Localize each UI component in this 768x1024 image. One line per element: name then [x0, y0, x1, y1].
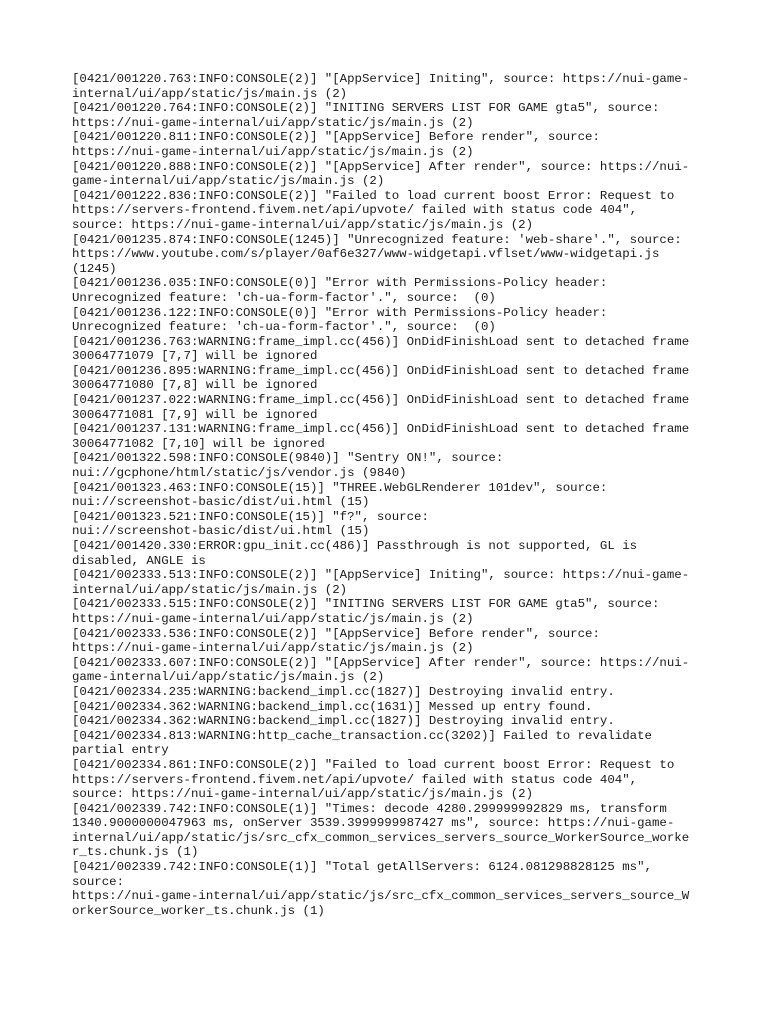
log-line: [0421/001236.895:WARNING:frame_impl.cc(456)] OnDidFinishLoad sent to detached frame [72, 363, 690, 378]
log-line: [0421/001220.764:INFO:CONSOLE(2)] "INITING SERVERS LIST FOR GAME gta5", source: [72, 101, 660, 116]
log-line: [0421/001220.763:INFO:CONSOLE(2)] "[AppService] Initing", source: https://nui-game- [72, 72, 690, 86]
log-line: [0421/002333.513:INFO:CONSOLE(2)] "[AppService] Initing", source: https://nui-game- [72, 568, 690, 583]
log-line: [0421/001235.874:INFO:CONSOLE(1245)] "Unrecognized feature: 'web-share'.", source: [72, 232, 682, 247]
log-line: https://nui-game-internal/ui/app/static/js/main.js (2) [72, 641, 474, 656]
log-line: https://www.youtube.com/s/player/0af6e327/www-widgetapi.vflset/www-widgetapi.js [72, 247, 660, 262]
log-line: [0421/002339.742:INFO:CONSOLE(1)] "Times: decode 4280.299999992829 ms, transform [72, 801, 667, 816]
log-line: [0421/002334.813:WARNING:http_cache_transaction.cc(3202)] Failed to revalidate [72, 728, 652, 743]
log-body [72, 72, 700, 918]
log-line: 30064771082 [7,10] will be ignored [72, 436, 325, 451]
log-line: disabled, ANGLE is [72, 553, 206, 568]
log-line: https://nui-game-internal/ui/app/static/js/main.js (2) [72, 115, 474, 130]
log-line: [0421/001220.811:INFO:CONSOLE(2)] "[AppService] Before render", source: [72, 130, 600, 145]
log-line: source: https://nui-game-internal/ui/app/static/js/main.js (2) [72, 787, 534, 802]
log-line: [0421/002334.235:WARNING:backend_impl.cc(1827)] Destroying invalid entry. [72, 684, 615, 699]
log-line: 1340.9000000047963 ms, onServer 3539.3999999987427 ms", source: https://nui-game- [72, 816, 675, 831]
log-line: Unrecognized feature: 'ch-ua-form-factor'.", source: (0) [72, 290, 496, 305]
log-line: orkerSource_worker_ts.chunk.js (1) [72, 903, 325, 918]
log-line: source: https://nui-game-internal/ui/app/static/js/main.js (2) [72, 217, 534, 232]
log-line: 30064771080 [7,8] will be ignored [72, 378, 318, 393]
log-line: [0421/001322.598:INFO:CONSOLE(9840)] "Sentry ON!", source: [72, 451, 504, 466]
log-line: game-internal/ui/app/static/js/main.js (2) [72, 174, 385, 189]
log-line: source: [72, 874, 125, 889]
log-line: [0421/001237.131:WARNING:frame_impl.cc(456)] OnDidFinishLoad sent to detached frame [72, 422, 690, 437]
log-line: [0421/001236.035:INFO:CONSOLE(0)] "Error with Permissions-Policy header: [72, 276, 608, 291]
log-line: [0421/001222.836:INFO:CONSOLE(2)] "Failed to load current boost Error: Request to [72, 188, 675, 203]
log-line: r_ts.chunk.js (1) [72, 845, 199, 860]
log-line: 30064771081 [7,9] will be ignored [72, 407, 318, 422]
log-line: [0421/002333.607:INFO:CONSOLE(2)] "[AppService] After render", source: https://nui- [72, 655, 690, 670]
log-line: [0421/002333.536:INFO:CONSOLE(2)] "[AppService] Before render", source: [72, 626, 600, 641]
log-line: [0421/001323.521:INFO:CONSOLE(15)] "f?", source: [72, 509, 429, 524]
log-line: game-internal/ui/app/static/js/main.js (2) [72, 670, 385, 685]
log-line: [0421/001220.888:INFO:CONSOLE(2)] "[AppService] After render", source: https://nui- [72, 159, 690, 174]
log-line: nui://screenshot-basic/dist/ui.html (15) [72, 495, 370, 510]
log-line: https://servers-frontend.fivem.net/api/upvote/ failed with status code 404", [72, 203, 638, 218]
log-line: Unrecognized feature: 'ch-ua-form-factor'.", source: (0) [72, 320, 496, 335]
log-line: nui://screenshot-basic/dist/ui.html (15) [72, 524, 370, 539]
log-line: [0421/002339.742:INFO:CONSOLE(1)] "Total getAllServers: 6124.081298828125 ms", [72, 860, 652, 875]
log-line: [0421/002333.515:INFO:CONSOLE(2)] "INITING SERVERS LIST FOR GAME gta5", source: [72, 597, 660, 612]
log-line: [0421/001420.330:ERROR:gpu_init.cc(486)] Passthrough is not supported, GL is [72, 539, 638, 553]
log-line: [0421/002334.861:INFO:CONSOLE(2)] "Failed to load current boost Error: Request to [72, 757, 675, 772]
log-line: https://nui-game-internal/ui/app/static/js/main.js (2) [72, 144, 474, 159]
log-line: internal/ui/app/static/js/main.js (2) [72, 582, 348, 597]
log-line: [0421/002334.362:WARNING:backend_impl.cc(1631)] Messed up entry found. [72, 699, 593, 714]
log-line: [0421/001323.463:INFO:CONSOLE(15)] "THREE.WebGLRenderer 101dev", source: [72, 480, 608, 495]
log-line: internal/ui/app/static/js/src_cfx_common_services_servers_source_WorkerSource_worke [72, 830, 690, 845]
log-line: [0421/001236.763:WARNING:frame_impl.cc(456)] OnDidFinishLoad sent to detached frame [72, 334, 690, 349]
log-line: https://nui-game-internal/ui/app/static/js/main.js (2) [72, 611, 474, 626]
log-line: (1245) [72, 261, 117, 276]
log-line: [0421/001237.022:WARNING:frame_impl.cc(456)] OnDidFinishLoad sent to detached frame [72, 393, 690, 408]
log-document [72, 72, 700, 918]
log-line: internal/ui/app/static/js/main.js (2) [72, 86, 348, 101]
log-line: partial entry [72, 743, 169, 758]
log-line: https://nui-game-internal/ui/app/static/js/src_cfx_common_services_servers_source_W [72, 889, 690, 904]
log-line: [0421/001236.122:INFO:CONSOLE(0)] "Error with Permissions-Policy header: [72, 305, 608, 320]
log-line: [0421/002334.362:WARNING:backend_impl.cc(1827)] Destroying invalid entry. [72, 714, 615, 729]
log-line: 30064771079 [7,7] will be ignored [72, 349, 318, 364]
log-line: https://servers-frontend.fivem.net/api/upvote/ failed with status code 404", [72, 772, 638, 787]
log-line: nui://gcphone/html/static/js/vendor.js (9840) [72, 466, 407, 481]
